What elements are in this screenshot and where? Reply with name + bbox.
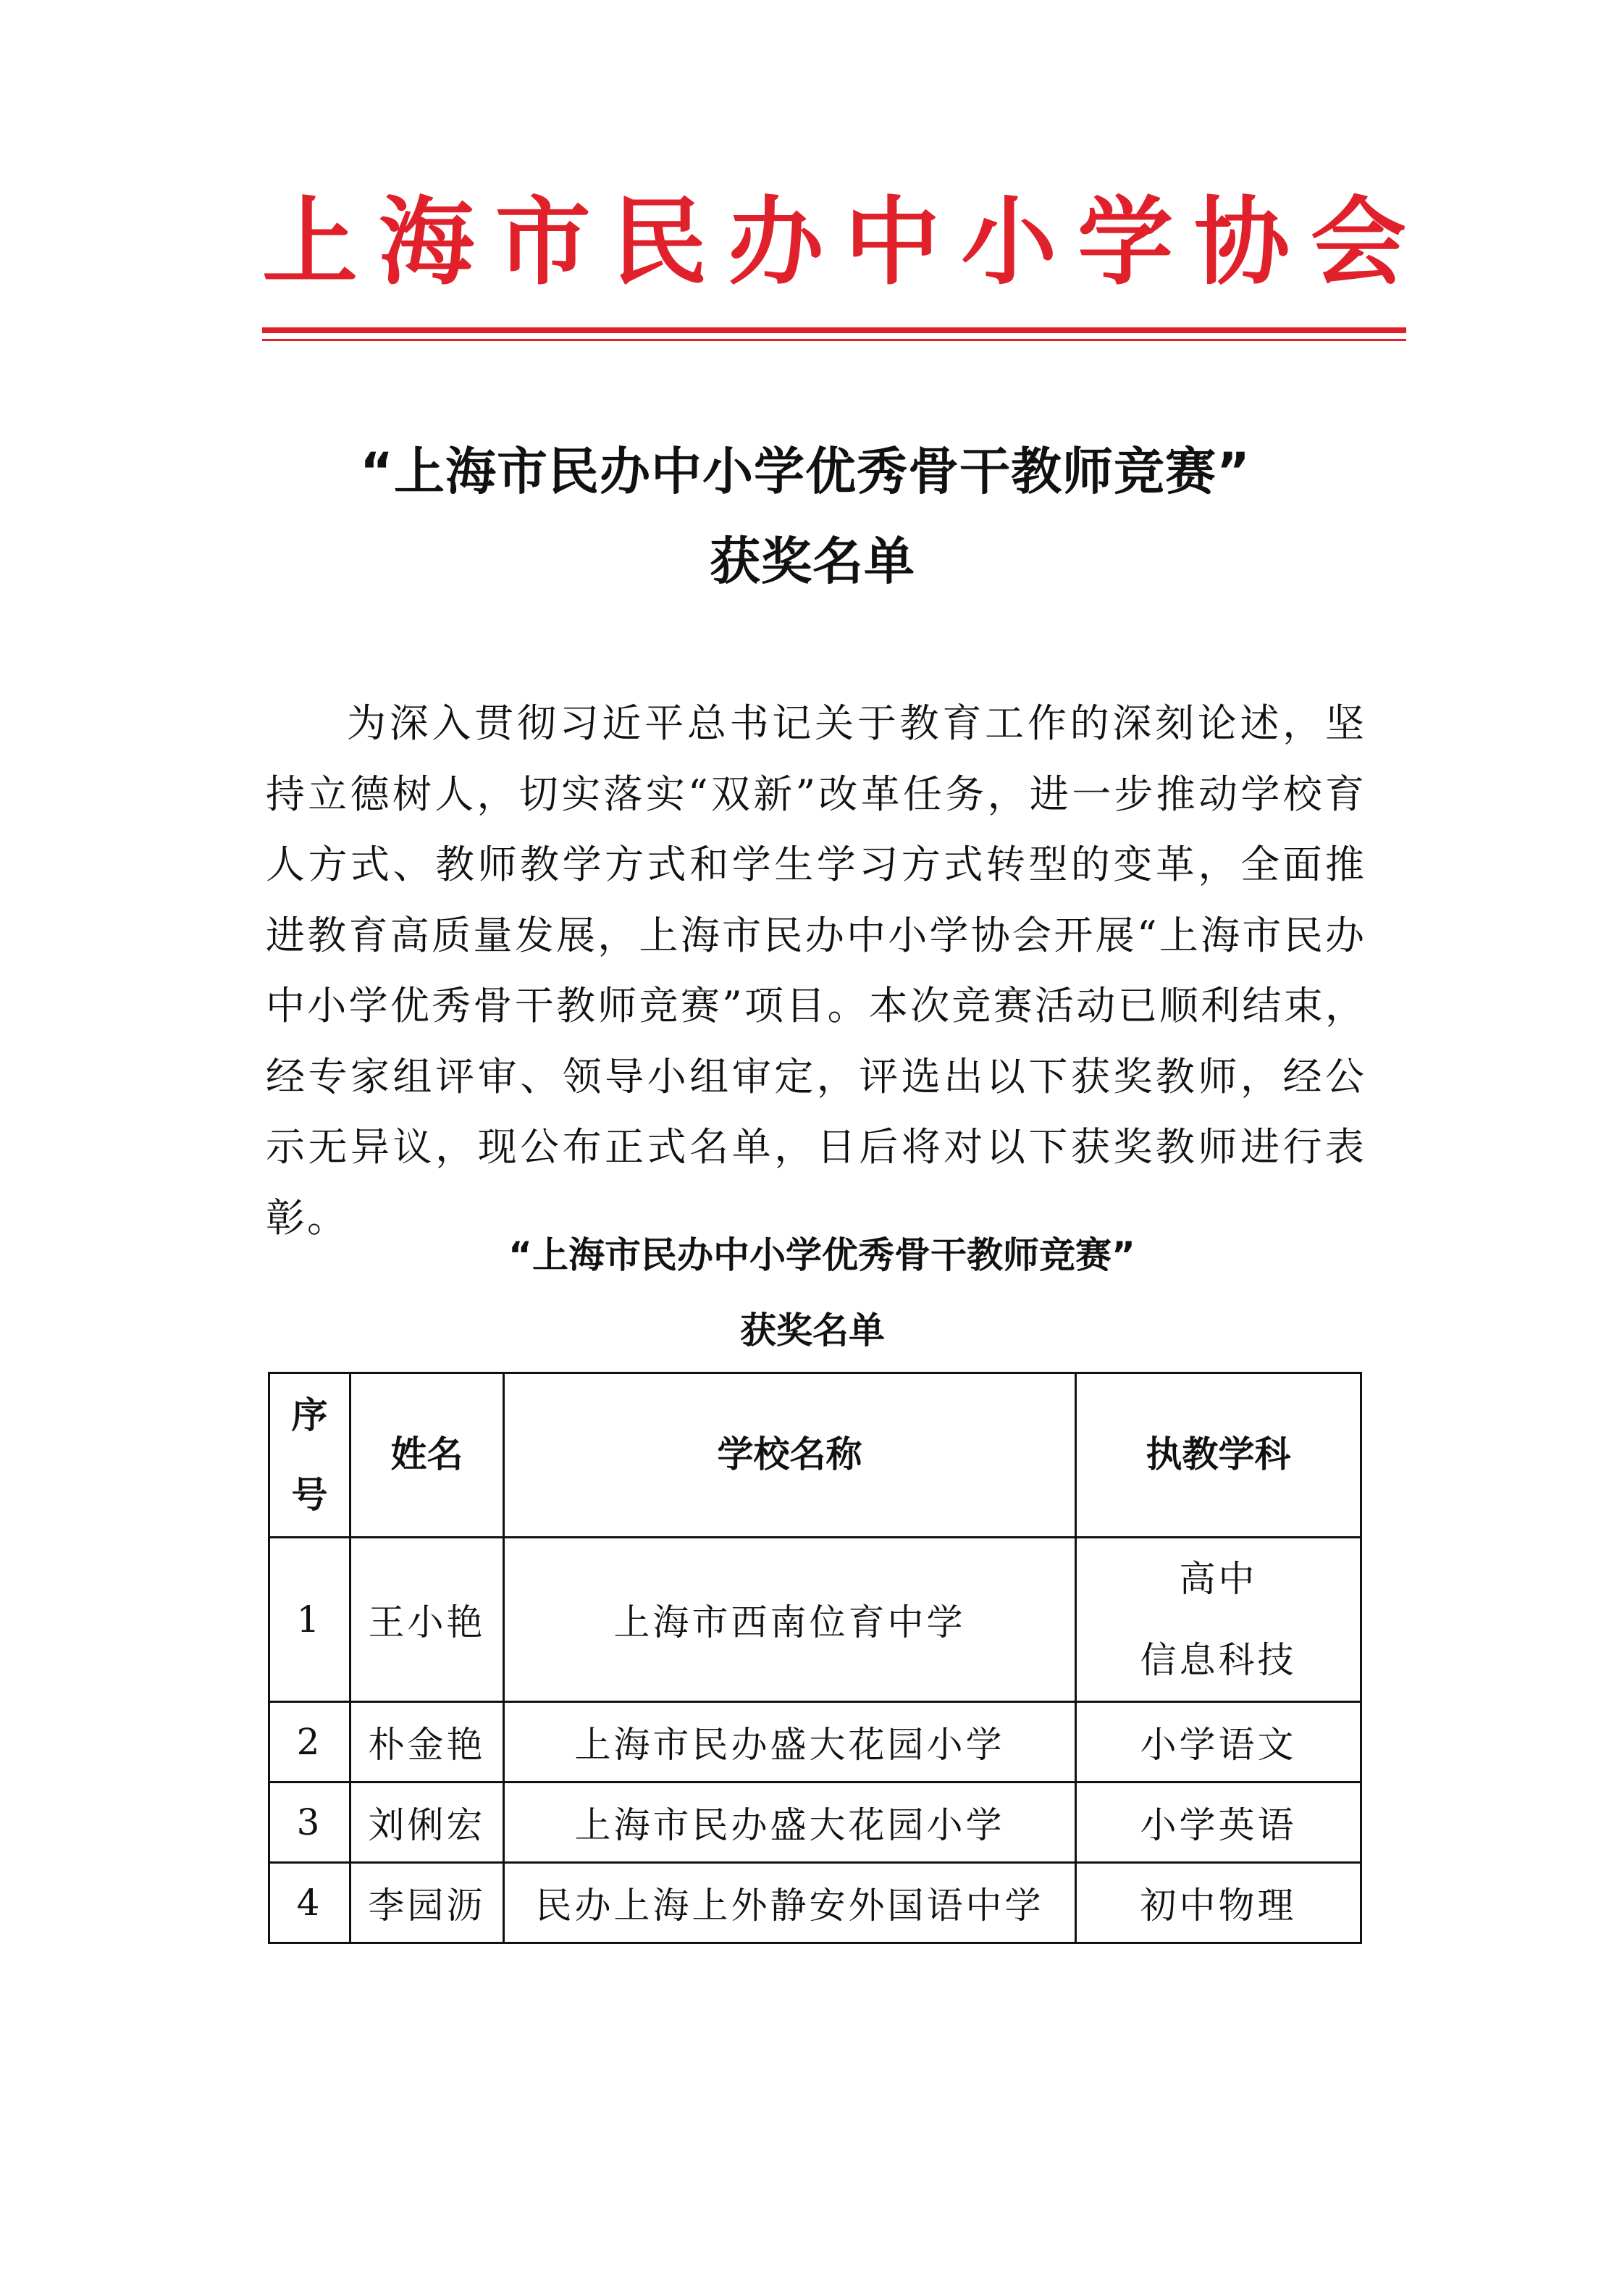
letterhead-char: 中	[844, 186, 941, 298]
document-body-paragraph: 为深入贯彻习近平总书记关于教育工作的深刻论述，坚持立德树人，切实落实“双新”改革任务，进一步推动学校育人方式、教师教学方式和学生学习方式转型的变革，全面推进教育高质量发展，上海市民办中小学协会开展“上海市民办中小学优秀骨干教师竞赛”项目。本次竞赛活动已顺利结束，经专家组评审、领导小组审定，评选出以下获奖教师，经公示无异议，现公布正式名单，日后将对以下获奖教师进行表彰。	[266, 700, 1366, 1241]
award-table	[268, 1372, 1362, 1944]
cell-subject-line2: 信息科技	[1140, 1639, 1297, 1681]
cell-subject: 初中物理	[1076, 1863, 1361, 1943]
letterhead-char: 市	[495, 186, 591, 298]
letterhead-char: 民	[611, 186, 707, 298]
header-index-line2: 号	[291, 1474, 328, 1516]
cell-school: 民办上海上外静安外国语中学	[504, 1863, 1076, 1943]
letterhead-char: 会	[1310, 186, 1406, 298]
cell-name: 刘俐宏	[350, 1782, 504, 1863]
cell-name: 王小艳	[350, 1538, 504, 1702]
cell-name: 李园沥	[350, 1863, 504, 1943]
cell-index: 1	[269, 1538, 350, 1702]
letterhead-char: 学	[1077, 186, 1174, 298]
cell-index: 2	[269, 1702, 350, 1782]
letterhead-rule-thick	[262, 327, 1406, 333]
table-row	[269, 1863, 1361, 1943]
cell-school: 上海市民办盛大花园小学	[504, 1782, 1076, 1863]
letterhead-rule-thin	[262, 339, 1406, 341]
letterhead-char: 小	[961, 186, 1057, 298]
header-index-line1: 序	[291, 1394, 328, 1436]
cell-school: 上海市民办盛大花园小学	[504, 1702, 1076, 1782]
cell-index: 4	[269, 1863, 350, 1943]
letterhead-char: 协	[1194, 186, 1290, 298]
cell-subject: 小学英语	[1076, 1782, 1361, 1863]
table-row	[269, 1538, 1361, 1702]
cell-subject-line1: 高中	[1179, 1558, 1258, 1600]
table-row	[269, 1782, 1361, 1863]
document-title-line1: “上海市民办中小学优秀骨干教师竞赛”	[359, 442, 1251, 501]
table-row	[269, 1702, 1361, 1782]
letterhead-char: 上	[262, 186, 358, 298]
table-title-line1: “上海市民办中小学优秀骨干教师竞赛”	[508, 1234, 1135, 1276]
table-title-line2: 获奖名单	[740, 1310, 885, 1352]
cell-index: 3	[269, 1782, 350, 1863]
letterhead-char: 办	[728, 186, 824, 298]
cell-subject: 小学语文	[1076, 1702, 1361, 1782]
letterhead-org-name	[262, 181, 1406, 304]
header-subject: 执教学科	[1076, 1373, 1361, 1538]
cell-school: 上海市西南位育中学	[504, 1538, 1076, 1702]
header-name: 姓名	[350, 1373, 504, 1538]
letterhead-char: 海	[378, 186, 474, 298]
header-school: 学校名称	[504, 1373, 1076, 1538]
document-title-line2: 获奖名单	[710, 532, 915, 591]
table-header-row	[269, 1373, 1361, 1538]
header-index	[269, 1373, 350, 1538]
cell-name: 朴金艳	[350, 1702, 504, 1782]
cell-subject	[1076, 1538, 1361, 1702]
